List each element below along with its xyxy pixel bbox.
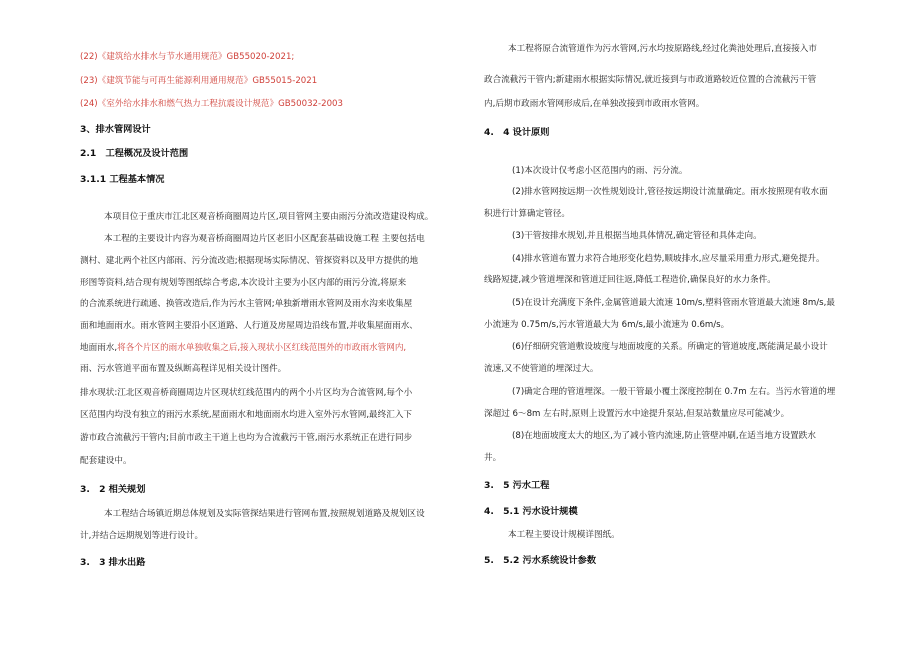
principle-item: (8)在地面坡度太大的地区,为了减小管内流速,防止管壁冲刷,在适当地方设置跌水 (512, 431, 816, 441)
paragraph-line: 面和地面雨水。雨水管网主要沿小区道路、人行道及房屋周边沿线布置,并收集屋面雨水、 (80, 321, 418, 331)
heading-4-5-1: 4. 5.1 污水设计规模 (484, 506, 578, 517)
paragraph-line: 本工程将原合流管道作为污水管网,污水均按原路线,经过化粪池处理后,直接接入市 (508, 44, 817, 54)
heading-3-5: 3. 5 污水工程 (484, 480, 550, 491)
principle-item: (2)排水管网按远期一次性规划设计,管径按远期设计流量确定。雨水按照现有收水面 (512, 187, 828, 197)
paragraph-line: 计,并结合远期规划等进行设计。 (80, 531, 204, 541)
paragraph-line-mixed (80, 343, 406, 354)
paragraph-line: 配套建设中。 (80, 456, 132, 466)
heading-5-5-2: 5. 5.2 污水系统设计参数 (484, 555, 597, 566)
principle-item: (7)确定合理的管道埋深。一般干管最小覆土深度控制在 0.7m 左右。当污水管道的埋 (512, 387, 836, 397)
principle-item: 流速,又不使管道的埋深过大。 (484, 364, 599, 374)
paragraph-line: 区范围内均没有独立的雨污水系统,屋面雨水和地面雨水均进入室外污水管网,最终汇入下 (80, 410, 413, 420)
principle-item: (4)排水管道布置力求符合地形变化趋势,顺坡排水,应尽量采用重力形式,避免提升。 (512, 254, 825, 264)
principle-item: 小流速为 0.75m/s,污水管道最大为 6m/s,最小流速为 0.6m/s。 (484, 320, 730, 330)
heading-4-4: 4. 4 设计原则 (484, 127, 550, 138)
heading-3-1-1: 3.1.1 工程基本情况 (80, 174, 165, 185)
heading-3-3: 3. 3 排水出路 (80, 557, 146, 568)
paragraph-line: 本工程的主要设计内容为观音桥商圈周边片区老旧小区配套基础设施工程 主要包括电 (104, 234, 425, 244)
paragraph-line: 政合流截污干管内;新建雨水根据实际情况,就近接到与市政道路较近位置的合流截污干管 (484, 75, 817, 85)
paragraph-line: 排水现状:江北区观音桥商圈周边片区现状红线范围内的两个小片区均为合流管网,每个小 (80, 388, 413, 398)
principle-item: (6)仔细研究管道敷设坡度与地面坡度的关系。所确定的管道坡度,既能满足最小设计 (512, 342, 828, 352)
principle-item: 深超过 6～8m 左右时,原则上设置污水中途提升泵站,但泵站数量应尽可能减少。 (484, 409, 790, 419)
paragraph-line: 本项目位于重庆市江北区观音桥商圈周边片区,项目管网主要由雨污分流改造建设构成。 (104, 212, 434, 222)
heading-section-3: 3、排水管网设计 (80, 124, 151, 135)
highlighted-text: 将各个片区的雨水单独收集之后,接入现状小区红线范围外的市政雨水管网内, (117, 343, 407, 353)
paragraph-text: 地面雨水, (80, 343, 118, 353)
principle-item: (1)本次设计仅考虑小区范围内的雨、污分流。 (512, 166, 688, 176)
paragraph-line: 本工程结合场镇近期总体规划及实际管探结果进行管网布置,按照规划道路及规划区设 (104, 509, 425, 519)
paragraph-line: 测村、建北两个社区内部雨、污分流改造;根据现场实际情况、管探资料以及甲方提供的地 (80, 256, 419, 266)
principle-item: 积进行计算确定管径。 (484, 209, 570, 219)
paragraph-line: 本工程主要设计规模详图纸。 (508, 530, 620, 540)
principle-item: 井。 (484, 453, 502, 463)
reference-24: (24)《室外给水排水和燃气热力工程抗震设计规范》GB50032-2003 (80, 99, 343, 109)
paragraph-line: 游市政合流截污干管内;目前市政主干道上也均为合流截污干管,雨污水系统正在进行同步 (80, 433, 413, 443)
paragraph-line: 内,后期市政雨水管网形成后,在单独改接到市政雨水管网。 (484, 99, 705, 109)
heading-2-1: 2.1 工程概况及设计范围 (80, 148, 189, 159)
reference-22: (22)《建筑给水排水与节水通用规范》GB55020-2021; (80, 52, 295, 62)
paragraph-line: 雨、污水管道平面布置及纵断高程详见相关设计图件。 (80, 364, 287, 374)
reference-23: (23)《建筑节能与可再生能源利用通用规范》GB55015-2021 (80, 76, 318, 86)
paragraph-line: 的合流系统进行疏通、换管改造后,作为污水主管网;单独新增雨水管网及雨水沟来收集屋 (80, 299, 413, 309)
principle-item: 线路短捷,减少管道埋深和管道迂回往返,降低工程造价,确保良好的水力条件。 (484, 275, 776, 285)
principle-item: (5)在设计充满度下条件,金属管道最大流速 10m/s,塑料管雨水管道最大流速 8m/s,最 (512, 298, 835, 308)
heading-3-2: 3. 2 相关规划 (80, 484, 146, 495)
principle-item: (3)干管按排水规划,并且根据当地具体情况,确定管径和具体走向。 (512, 231, 762, 241)
paragraph-line: 形图等资料,结合现有规划等图纸综合考虑,本次设计主要为小区内部的雨污分流,将原来 (80, 278, 407, 288)
